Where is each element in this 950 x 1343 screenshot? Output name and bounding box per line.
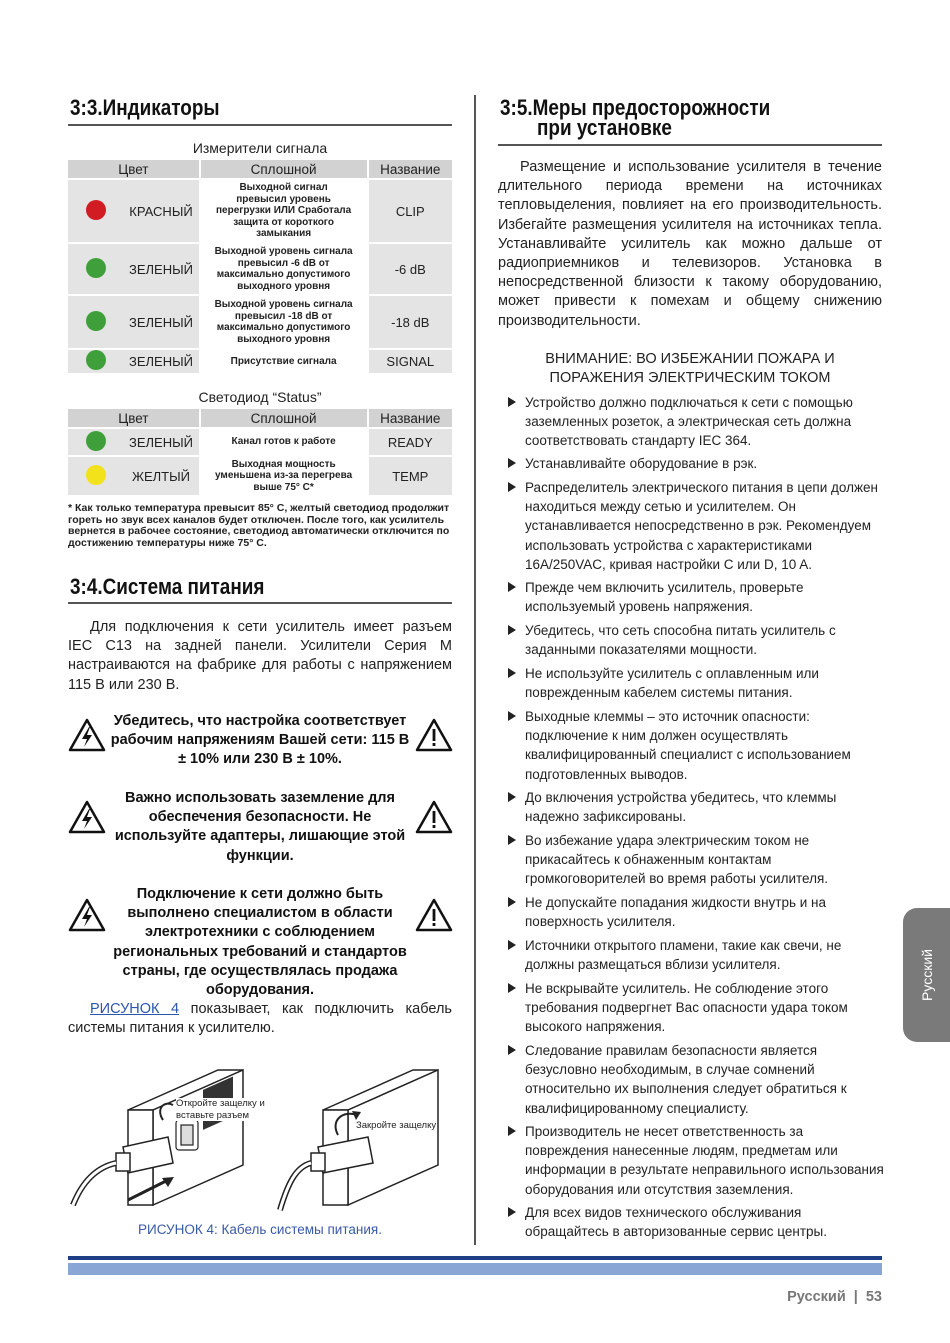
section-35-rule — [498, 144, 882, 146]
green-led-icon — [86, 258, 106, 278]
list-item: Устанавливайте оборудование в рэк. — [508, 454, 885, 473]
bullet-arrow-icon — [508, 625, 516, 635]
grounding-warning: Важно использовать заземление для обеспечения безопасности. Не используйте адаптеры, лишающие этой функции. — [114, 790, 406, 864]
figure-label-close: Закройте защелку — [356, 1120, 437, 1131]
footer-bar-dark — [68, 1256, 882, 1260]
side-tab-label: Русский — [918, 949, 935, 1001]
row-description: Выходной сигнал превысил уровень перегрузки ИЛИ Сработала защита от короткого замыкания — [215, 182, 352, 240]
footer-bar-light — [68, 1263, 882, 1275]
figure-reference — [68, 1000, 452, 1038]
header-solid: Сплошной — [199, 409, 367, 427]
list-item: Для всех видов технического обслуживания обращайтесь в авторизованные сервис центры. — [508, 1203, 885, 1241]
list-item: Выходные клеммы – это источник опасности: подключение к ним должен осуществлять квалифицированный специалист с использованием подготовленных выводов. — [508, 707, 885, 784]
list-item: До включения устройства убедитесь, что клеммы надежно зафиксированы. — [508, 788, 885, 826]
section-34-rule — [68, 602, 452, 604]
figure-label-open: Откройте защелку и вставьте разъем — [176, 1098, 296, 1121]
header-name: Название — [367, 160, 452, 178]
list-item: Во избежание удара электрическим током не прикасайтесь к обнаженным контактам громкоговорителей во время работы усилителя. — [508, 831, 885, 889]
section-35-subtitle: при установке — [537, 115, 672, 140]
bullet-arrow-icon — [508, 792, 516, 802]
signal-meter-table — [68, 158, 452, 375]
bullet-arrow-icon — [508, 458, 516, 468]
power-intro: Для подключения к сети усилитель имеет разъем IEC C13 на задней панели. Усилители Серия M настраиваются на фабрике для работы с напряжением 115 В или 230 В. — [68, 619, 452, 693]
caution-icon — [415, 718, 453, 757]
row-label: TEMP — [367, 457, 452, 495]
row-description: Выходная мощность уменьшена из-за перегрева выше 75° C* — [215, 458, 353, 493]
header-color: Цвет — [68, 160, 199, 178]
electric-hazard-icon — [68, 718, 106, 757]
list-item: Не вскрывайте усилитель. Не соблюдение этого требования подвергнет Вас опасности удара током высокого напряжения. — [508, 979, 885, 1037]
color-name: ЗЕЛЕНЫЙ — [123, 244, 198, 294]
table-row — [68, 350, 452, 373]
table-row — [68, 457, 452, 495]
color-name: ЖЕЛТЫЙ — [123, 457, 198, 495]
list-item: Прежде чем включить усилитель, проверьте используемый уровень напряжения. — [508, 578, 885, 616]
color-name: ЗЕЛЕНЫЙ — [123, 350, 198, 373]
list-item: Производитель не несет ответственность за повреждения нанесенные людям, предметам или информации в результате неправильного использования оборудования или отсутствия заземления. — [508, 1122, 885, 1199]
page-number: 53 — [865, 1289, 882, 1305]
temperature-footnote: * Как только температура превысит 85° C, желтый светодиод продолжит гореть но звук всех каналов будет отключен. После того, как усилитель вернется в рабочее состояние, светодиод автоматически отключится по достижению температуры ниже 75° C. — [68, 502, 450, 549]
voltage-warning: Убедитесь, что настройка соответствует рабочим напряжениям Вашей сети: 115 В ± 10% или 230 В ± 10%. — [110, 713, 410, 768]
electrician-warning: Подключение к сети должно быть выполнено специалистом в области электротехники с соблюдением региональных требований и стандартов страны, где осуществлялась продажа оборудования. — [113, 886, 407, 999]
bullet-arrow-icon — [508, 1045, 516, 1055]
row-label: -18 dB — [367, 296, 452, 348]
bullet-arrow-icon — [508, 582, 516, 592]
row-label: READY — [367, 429, 452, 455]
row-label: -6 dB — [367, 244, 452, 294]
list-item: Распределитель электрического питания в цепи должен находиться между сетью и усилителем. Он устанавливается непосредственно в рэк. Рекомендуем использовать устройства с характеристиками 16A/250VAC, кривая настройки C или D, 10 A. — [508, 478, 885, 574]
section-33-rule — [68, 124, 452, 126]
green-led-icon — [86, 311, 106, 331]
row-label: SIGNAL — [367, 350, 452, 373]
bullet-arrow-icon — [508, 711, 516, 721]
color-name: ЗЕЛЕНЫЙ — [123, 296, 198, 348]
color-name: ЗЕЛЕНЫЙ — [123, 429, 198, 455]
table-row — [68, 244, 452, 294]
list-item: Убедитесь, что сеть способна питать усилитель с заданными показателями мощности. — [508, 621, 885, 659]
list-item: Устройство должно подключаться к сети с помощью заземленных розеток, а электрическая сеть должна соответствовать стандарту IEC 364. — [508, 393, 885, 451]
section-34-title: 3:4.Система питания — [70, 574, 265, 599]
red-led-icon — [86, 200, 106, 220]
language-side-tab[interactable] — [903, 908, 950, 1042]
row-description: Выходной уровень сигнала превысил -18 dB от максимально допустимого выходного уровня — [214, 299, 353, 345]
bullet-arrow-icon — [508, 940, 516, 950]
row-description: Канал готов к работе — [199, 429, 367, 455]
meter-caption: Измерители сигнала — [192, 140, 328, 156]
list-item: Следование правилам безопасности является безусловно необходимым, в случае сомнений относительно их выполнения следует обратиться к квалифицированному специалисту. — [508, 1041, 885, 1118]
bullet-arrow-icon — [508, 835, 516, 845]
fire-shock-warning-heading: ВНИМАНИЕ: ВО ИЗБЕЖАНИИ ПОЖАРА И ПОРАЖЕНИЯ ЭЛЕКТРИЧЕСКИМ ТОКОМ — [545, 351, 835, 387]
figure-reference-text: показывает, как подключить кабель системы питания к усилителю. — [68, 1001, 452, 1037]
color-name: КРАСНЫЙ — [123, 180, 198, 242]
list-item: Не используйте усилитель с оплавленным или поврежденным кабелем системы питания. — [508, 664, 885, 702]
list-item: Не допускайте попадания жидкости внутрь и на поверхность усилителя. — [508, 893, 885, 931]
electric-hazard-icon — [68, 800, 106, 839]
caution-icon — [415, 898, 453, 937]
bullet-arrow-icon — [508, 983, 516, 993]
caution-icon — [415, 800, 453, 839]
figure-4-link[interactable]: РИСУНОК 4 — [90, 1001, 180, 1017]
header-name: Название — [367, 409, 452, 427]
footer-separator: | — [853, 1289, 858, 1305]
list-item: Источники открытого пламени, такие как свечи, не должны размещаться вблизи усилителя. — [508, 936, 885, 974]
section-33-title: 3:3.Индикаторы — [70, 95, 220, 120]
bullet-arrow-icon — [508, 1126, 516, 1136]
power-cable-figure — [68, 1065, 452, 1220]
bullet-arrow-icon — [508, 897, 516, 907]
status-caption: Светодиод “Status” — [198, 389, 322, 405]
table-row — [68, 180, 452, 242]
page-footer — [787, 1289, 882, 1305]
yellow-led-icon — [86, 465, 106, 485]
row-description: Выходной уровень сигнала превысил -6 dB от максимально допустимого выходного уровня — [214, 246, 353, 292]
bullet-arrow-icon — [508, 482, 516, 492]
header-solid: Сплошной — [199, 160, 367, 178]
bullet-arrow-icon — [508, 397, 516, 407]
green-led-icon — [86, 350, 106, 370]
status-led-table — [68, 407, 452, 497]
table-row — [68, 429, 452, 455]
column-divider — [474, 95, 476, 1245]
bullet-arrow-icon — [508, 1207, 516, 1217]
bullet-arrow-icon — [508, 668, 516, 678]
footer-language: Русский — [787, 1289, 846, 1305]
table-row — [68, 296, 452, 348]
row-description: Присутствие сигнала — [199, 350, 367, 373]
figure-caption: РИСУНОК 4: Кабель системы питания. — [138, 1222, 382, 1237]
row-label: CLIP — [367, 180, 452, 242]
section-35-title: 3:5.Меры предосторожности — [500, 95, 771, 120]
installation-intro: Размещение и использование усилителя в течение длительного периода времени на источниках тепловыделения, повлияет на его производительность. Избегайте размещения усилителя на источниках тепла. Устанавливайте усилитель как можно дальше от радиоприемников и телевизоров. Установка в непосредственной близости к такому оборудованию, может привести к помехам и общему снижению производительности. — [498, 159, 882, 329]
header-color: Цвет — [68, 409, 199, 427]
green-led-icon — [86, 431, 106, 451]
